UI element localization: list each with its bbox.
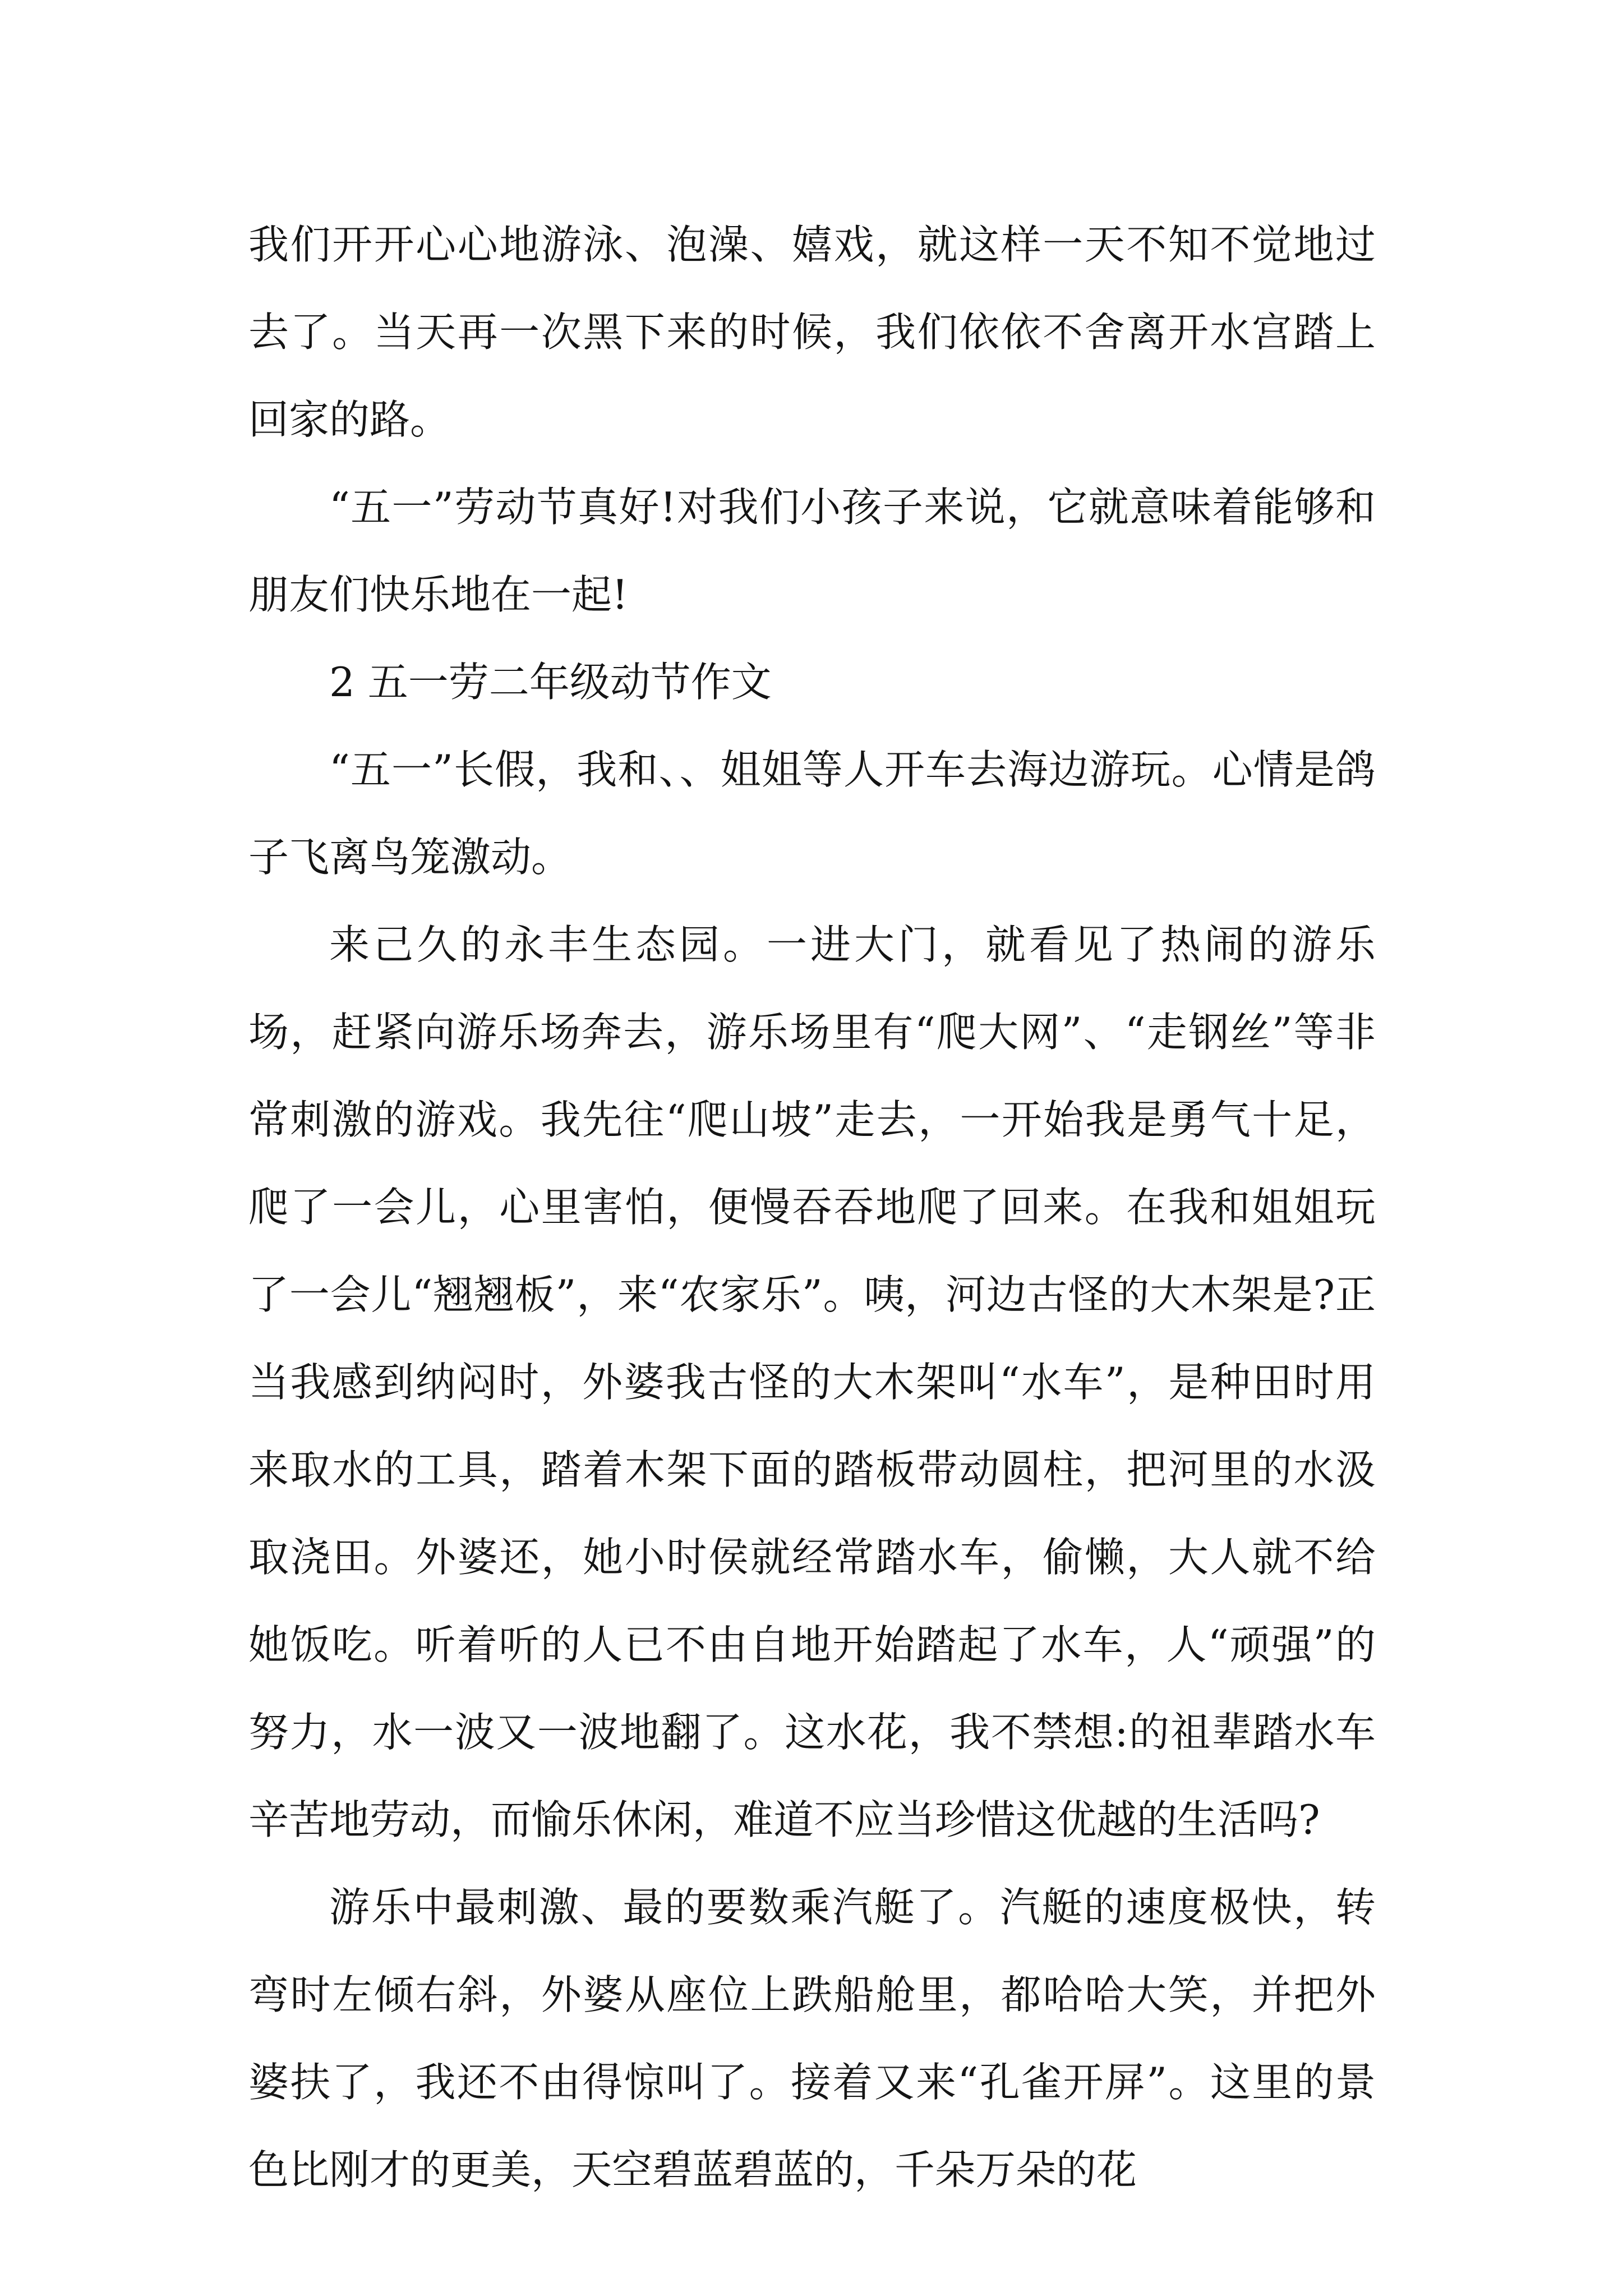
section-heading: 2 五一劳二年级动节作文 (329, 659, 772, 706)
paragraph-continued: 我们开开心心地游泳、泡澡、嬉戏，就这样一天不知不觉地过去了。当天再一次黑下来的时候，我们依依不舍离开水宫踏上回家的路。 (248, 221, 1376, 443)
paragraph: “五一”长假，我和、、姐姐等人开车去海边游玩。心情是鸽子飞离鸟笼激动。 (248, 746, 1376, 881)
paragraph: “五一”劳动节真好!对我们小孩子来说，它就意味着能够和朋友们快乐地在一起! (248, 484, 1376, 618)
paragraph: 游乐中最刺激、最的要数乘汽艇了。汽艇的速度极快，转弯时左倾右斜，外婆从座位上跌船舱里，都哈哈大笑，并把外婆扶了，我还不由得惊叫了。接着又来“孔雀开屏”。这里的景色比刚才的更美，天空碧蓝碧蓝的，千朵万朵的花 (248, 1884, 1376, 2193)
document-body (248, 201, 1376, 2214)
paragraph: 来己久的永丰生态园。一进大门，就看见了热闹的游乐场，赶紧向游乐场奔去，游乐场里有“爬大网”、“走钢丝”等非常刺激的游戏。我先往“爬山坡”走去，一开始我是勇气十足，爬了一会儿，心里害怕，便慢吞吞地爬了回来。在我和姐姐玩了一会儿“翘翘板”，来“农家乐”。咦，河边古怪的大木架是?正当我感到纳闷时，外婆我古怪的大木架叫“水车”，是种田时用来取水的工具，踏着木架下面的踏板带动圆柱，把河里的水汲取浇田。外婆还，她小时侯就经常踏水车，偷懒，大人就不给她饭吃。听着听的人已不由自地开始踏起了水车，人“顽强”的努力，水一波又一波地翻了。这水花，我不禁想:的祖辈踏水车辛苦地劳动，而愉乐休闲，难道不应当珍惜这优越的生活吗? (248, 921, 1376, 1843)
